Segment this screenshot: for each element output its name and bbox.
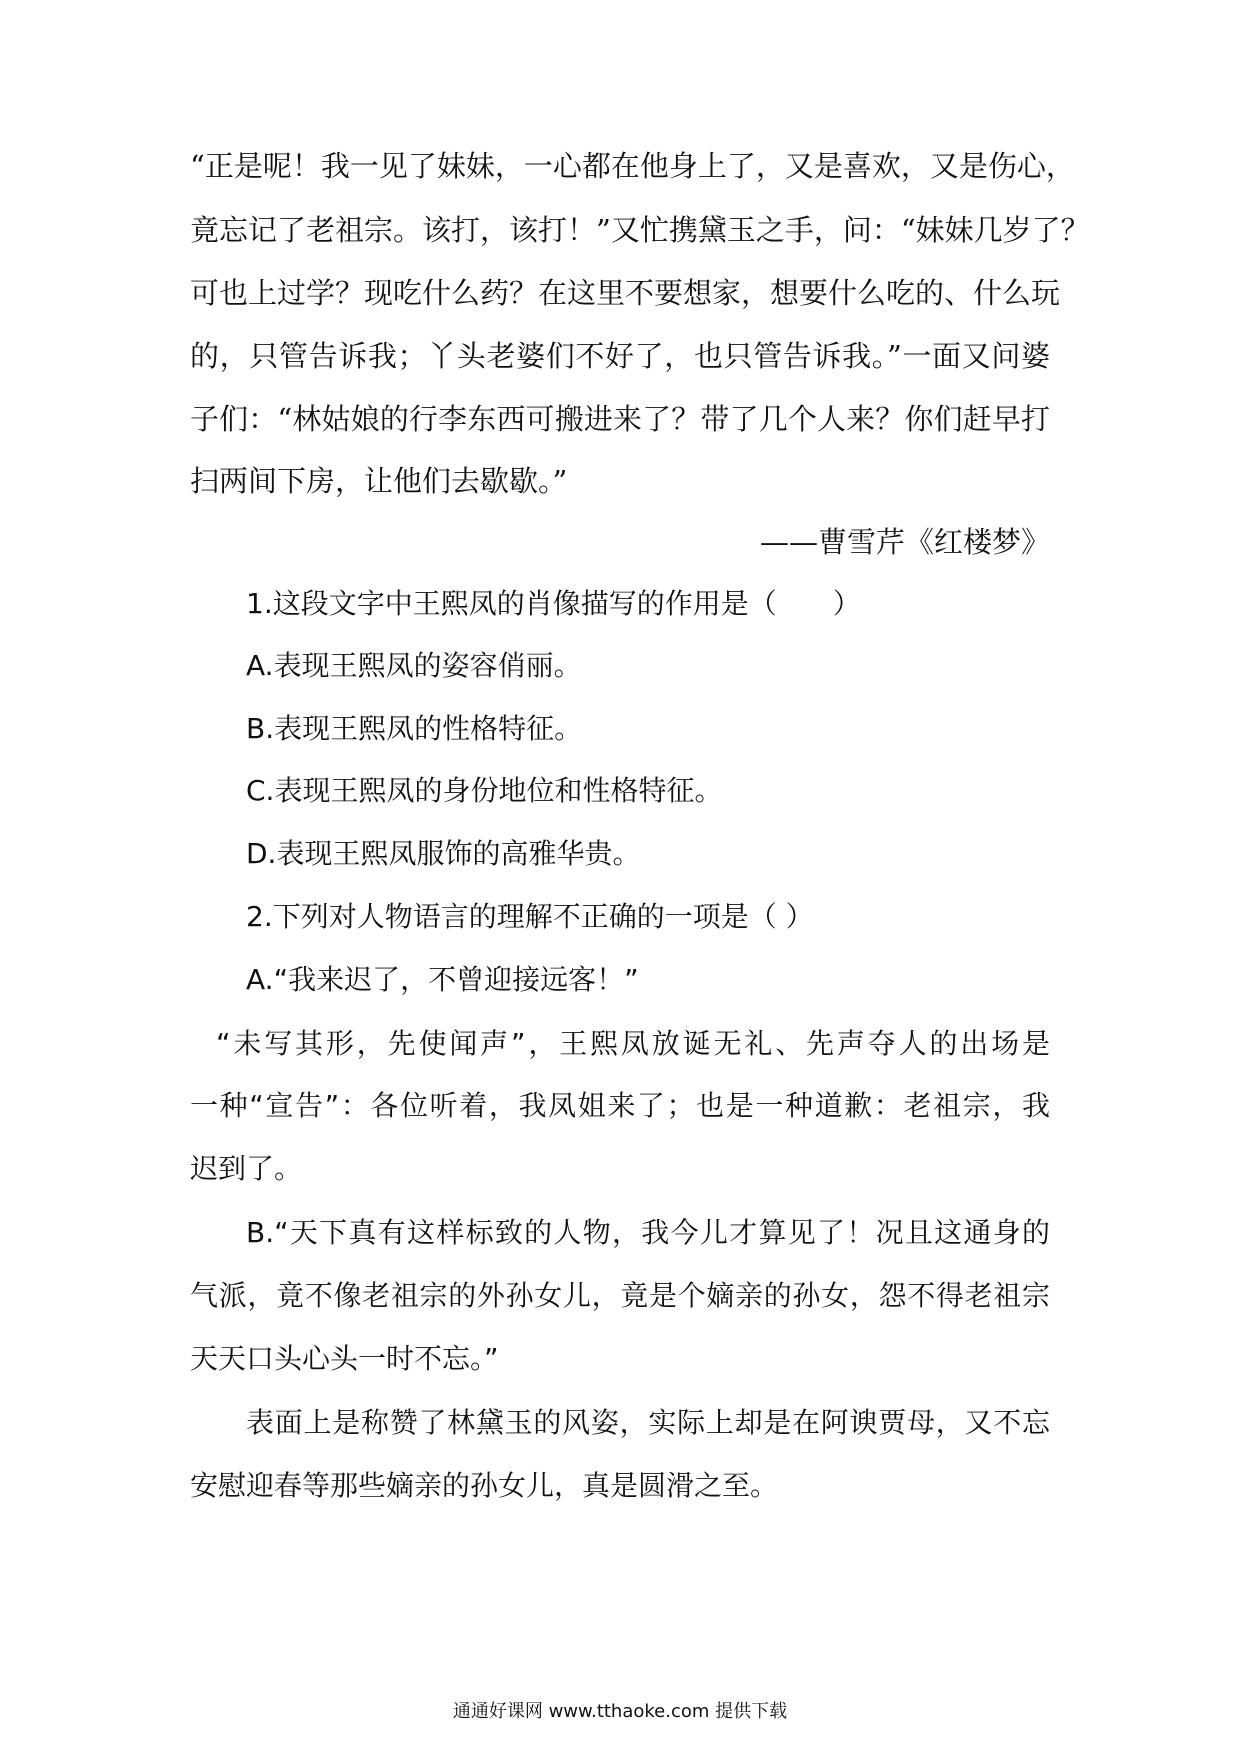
passage-line: 竟忘记了老祖宗。该打，该打！”又忙携黛玉之手，问：“妹妹几岁了？ xyxy=(190,213,1090,247)
question2-option-b-line: B.“天下真有这样标致的人物，我今儿才算见了！况且这通身的 xyxy=(246,1216,1050,1249)
question1-option-c: C.表现王熙凤的身份地位和性格特征。 xyxy=(246,774,723,807)
question2-option-b-line: 气派，竟不像老祖宗的外孙女儿，竟是个嫡亲的孙女，怨不得老祖宗 xyxy=(190,1279,1050,1312)
question2-analysis-a-line: 一种“宣告”：各位听着，我凤姐来了；也是一种道歉：老祖宗，我 xyxy=(190,1089,1050,1122)
question1-option-b: B.表现王熙凤的性格特征。 xyxy=(246,712,583,745)
passage-line: 子们：“林姑娘的行李东西可搬进来了？带了几个人来？你们赶早打 xyxy=(190,402,1050,436)
question2-stem: 2.下列对人物语言的理解不正确的一项是（ ） xyxy=(246,900,814,933)
passage-line: 可也上过学？现吃什么药？在这里不要想家，想要什么吃的、什么玩 xyxy=(190,276,1061,310)
passage-line: “正是呢！我一见了妹妹，一心都在他身上了，又是喜欢，又是伤心， xyxy=(190,149,1075,183)
question1-stem: 1.这段文字中王熙凤的肖像描写的作用是（ ） xyxy=(246,587,861,620)
question1-option-d: D.表现王熙凤服饰的高雅华贵。 xyxy=(246,837,641,870)
question1-option-a: A.表现王熙凤的姿容俏丽。 xyxy=(246,649,582,682)
question2-option-a: A.“我来迟了，不曾迎接远客！” xyxy=(246,963,639,996)
question2-analysis-a-line: 迟到了。 xyxy=(190,1152,303,1185)
question2-analysis-a-line: “未写其形，先使闻声”，王熙凤放诞无礼、先声夺人的出场是 xyxy=(216,1027,1050,1060)
passage-line: 扫两间下房，让他们去歇歇。” xyxy=(190,464,568,498)
passage-attribution: ——曹雪芹《红楼梦》 xyxy=(759,525,1050,559)
passage-line: 的，只管告诉我；丫头老婆们不好了，也只管告诉我。”一面又问婆 xyxy=(190,339,1050,373)
question2-analysis-b-line: 安慰迎春等那些嫡亲的孙女儿，真是圆滑之至。 xyxy=(190,1469,779,1502)
footer-text: 通通好课网 www.tthaoke.com 提供下载 xyxy=(452,1701,788,1722)
question2-analysis-b-line: 表面上是称赞了林黛玉的风姿，实际上却是在阿谀贾母，又不忘 xyxy=(246,1406,1050,1439)
question2-option-b-line: 天天口头心头一时不忘。” xyxy=(190,1342,499,1375)
